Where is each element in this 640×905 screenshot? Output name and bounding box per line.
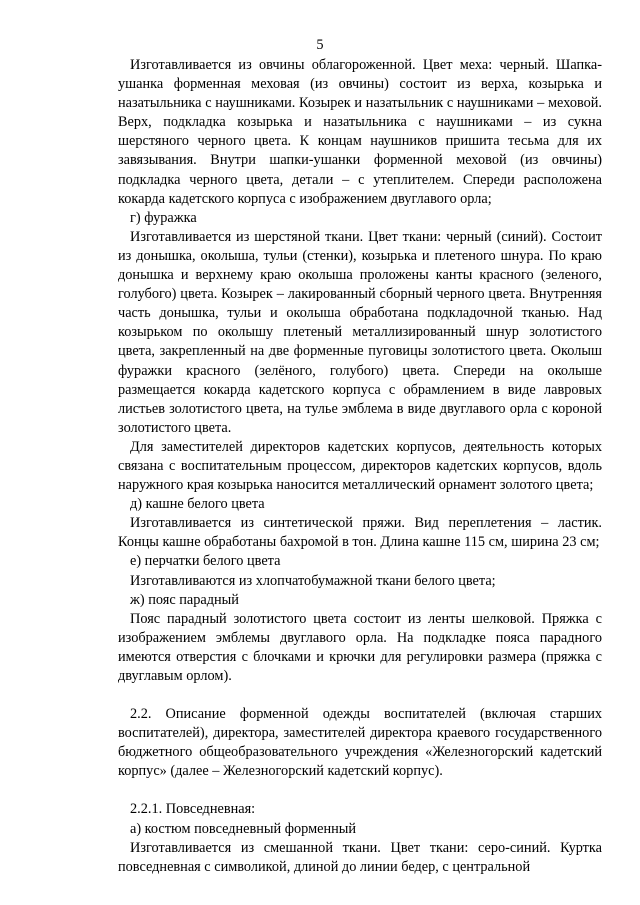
- paragraph-cap-ornament: Для заместителей директоров кадетских корпусов, деятельность которых связана с воспитательным процессом, директоров кадетских корпусов, вдоль наружного края козырька наносится металлический орнамент золотого цвета;: [118, 438, 602, 494]
- paragraph-belt-description: Пояс парадный золотистого цвета состоит из ленты шелковой. Пряжка с изображением эмблемы двуглавого орла. На подкладке пояса парадного имеются отверстия с блочками и крючки для регулировки размера (пряжка с двуглавым орлом).: [118, 610, 602, 684]
- paragraph-cap-description: Изготавливается из шерстяной ткани. Цвет ткани: черный (синий). Состоит из донышка, околыша, тульи (стенки), козырька и плетеного шнура. По краю донышка и верхнему краю околыша проложены канты красного (зеленого, голубого) цвета. Козырек – лакированный сборный черного цвета. Внутренняя часть донышка, тульи и околыша обработана подкладочной тканью. Над козырьком по околышу плетеный металлизированный шнур золотистого цвета, закрепленный на две форменные пуговицы золотистого цвета. Околыш фуражки красного (зелёного, голубого) цвета. Спереди на околыше размещается кокарда кадетского корпуса с обрамлением в виде лавровых листьев золотистого цвета, на тулье эмблема в виде двуглавого орла с короной золотистого цвета.: [118, 228, 602, 436]
- list-item-scarf: д) кашне белого цвета: [130, 496, 265, 513]
- page-number: 5: [316, 37, 324, 53]
- subsection-heading-2-2-1: 2.2.1. Повседневная:: [130, 801, 256, 818]
- paragraph-suit-description: Изготавливается из смешанной ткани. Цвет ткани: серо-синий. Куртка повседневная с символикой, длиной до линии бедер, с центральной: [118, 839, 602, 875]
- list-item-suit: а) костюм повседневный форменный: [130, 820, 357, 837]
- paragraph-scarf-description: Изготавливается из синтетической пряжи. Вид переплетения – ластик. Концы кашне обработаны бахромой в тон. Длина кашне 115 см, ширина 23 см;: [118, 515, 602, 551]
- list-item-belt: ж) пояс парадный: [130, 591, 239, 608]
- list-item-gloves: е) перчатки белого цвета: [130, 553, 281, 570]
- document-body: [118, 56, 602, 877]
- section-heading-2-2: 2.2. Описание форменной одежды воспитателей (включая старших воспитателей), директора, заместителей директора краевого государственного бюджетного общеобразовательного учреждения «Железногорский кадетский корпус» (далее – Железногорский кадетский корпус).: [118, 706, 602, 780]
- paragraph-hat-description: Изготавливается из овчины облагороженной. Цвет меха: черный. Шапка-ушанка форменная меховая (из овчины) состоит из верха, козырька и назатыльника с наушниками. Козырек и назатыльник с наушниками – меховой. Верх, подкладка козырька и назатыльника с наушниками – из сукна шерстяного черного цвета. К концам наушников пришита тесьма для их завязывания. Внутри шапки-ушанки форменной меховой (из овчины) подкладка черного цвета, детали – с утеплителем. Спереди расположена кокарда кадетского корпуса с изображением двуглавого орла;: [118, 57, 602, 207]
- list-item-cap: г) фуражка: [130, 209, 197, 226]
- paragraph-gloves-description: Изготавливаются из хлопчатобумажной ткани белого цвета;: [130, 572, 496, 589]
